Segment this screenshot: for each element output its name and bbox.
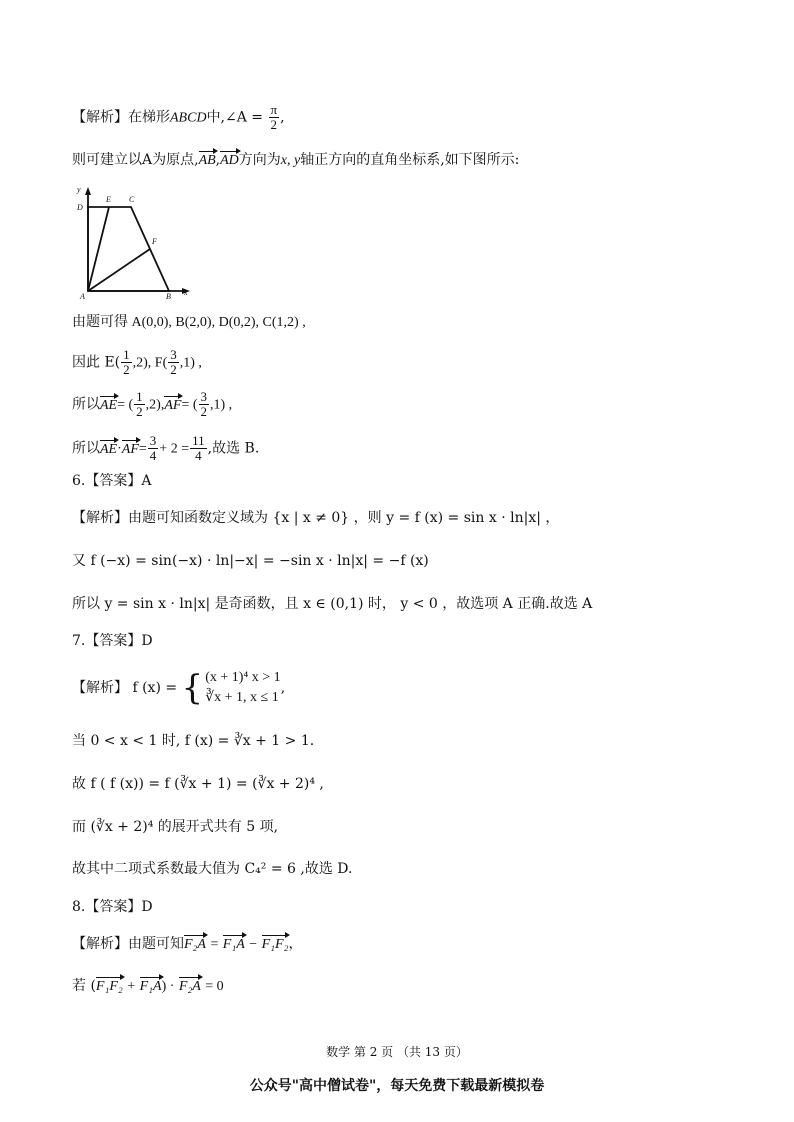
axis-y-label: y	[77, 185, 81, 194]
analysis5-line4: 因此 E( $\frac{1}{2}$ ,2), F( $\frac{3}{2}$ ,1) ,	[72, 347, 202, 377]
analysis5-line3: 由题可得 A(0,0), B(2,0), D(0,2), C(1,2) ,	[72, 315, 306, 330]
piecewise-brace: {	[181, 668, 204, 708]
q7-line2: 当 0 < x < 1 时, f (x) = ∛x + 1 > 1.	[72, 733, 315, 749]
axis-x-label: x	[184, 288, 188, 297]
point-f-label: F	[152, 237, 157, 246]
vector-ad: AD	[220, 153, 239, 168]
point-b-label: B	[166, 292, 171, 301]
q8-line1: 【解析】由题可知F₂A = F₁A − F₁F₂，	[72, 936, 303, 952]
q6-answer: 6.【答案】A	[72, 473, 152, 489]
trapezoid-figure	[72, 183, 202, 305]
analysis5-line2: 则可建立以A为原点,AB,AD方向为x, y轴正方向的直角坐标系,如下图所示:	[72, 152, 520, 168]
point-c-label: C	[129, 195, 135, 204]
vector-ab: AB	[198, 153, 216, 168]
q7-line4: 而 (∛x + 2)⁴ 的展开式共有 5 项,	[72, 819, 279, 835]
q8-line2: 若 (F₁F₂ + F₁A) · F₂A = 0	[72, 978, 224, 994]
point-e-label: E	[106, 195, 111, 204]
analysis5-line1: 【解析】在梯形ABCD中,∠A = $\frac{\pi}{2}$ ,	[72, 102, 285, 132]
page-number: 数学 第 2 页 （共 13 页）	[326, 1045, 468, 1059]
vector-ae: AE	[100, 397, 118, 413]
promo-banner: 公众号"高中僧试卷"，每天免费下载最新模拟卷	[249, 1078, 545, 1094]
q7-line1: 【解析】 f (x) = { (x + 1)⁴ x > 1 ∛x + 1, x ≤ 1 ,	[72, 668, 286, 708]
q8-answer: 8.【答案】D	[72, 899, 153, 915]
vector-af: AF	[164, 397, 182, 413]
q7-line5: 故其中二项式系数最大值为 C₄² = 6 ,故选 D.	[72, 861, 353, 877]
point-d-label: D	[77, 203, 83, 212]
q6-line1: 【解析】由题可知函数定义域为 {x | x ≠ 0} ，则 y = f (x) = sin x · ln|x| ，	[72, 510, 560, 526]
point-a-label: A	[80, 292, 85, 301]
piecewise-cases: (x + 1)⁴ x > 1 ∛x + 1, x ≤ 1	[205, 670, 281, 705]
fraction: $\frac{\pi}{2}$	[270, 102, 278, 132]
q7-answer: 7.【答案】D	[72, 633, 153, 649]
analysis5-line5: 所以AE= ( $\frac{1}{2}$ ,2),AF= ( $\frac{3}{2}$ ,1) ,	[72, 389, 233, 419]
q6-line3: 所以 y = sin x · ln|x| 是奇函数，且 x ∈ (0,1) 时， y < 0 ，故选项 A 正确.故选 A	[72, 596, 593, 612]
analysis5-line6: 所以AE·AF= $\frac{3}{4}$ + 2 = $\frac{11}{4}$ ,故选 B.	[72, 433, 260, 463]
q6-line2: 又 f (−x) = sin(−x) · ln|−x| = −sin x · ln|x| = −f (x)	[72, 553, 429, 569]
q7-line3: 故 f ( f (x)) = f (∛x + 1) = (∛x + 2)⁴ ,	[72, 776, 324, 792]
